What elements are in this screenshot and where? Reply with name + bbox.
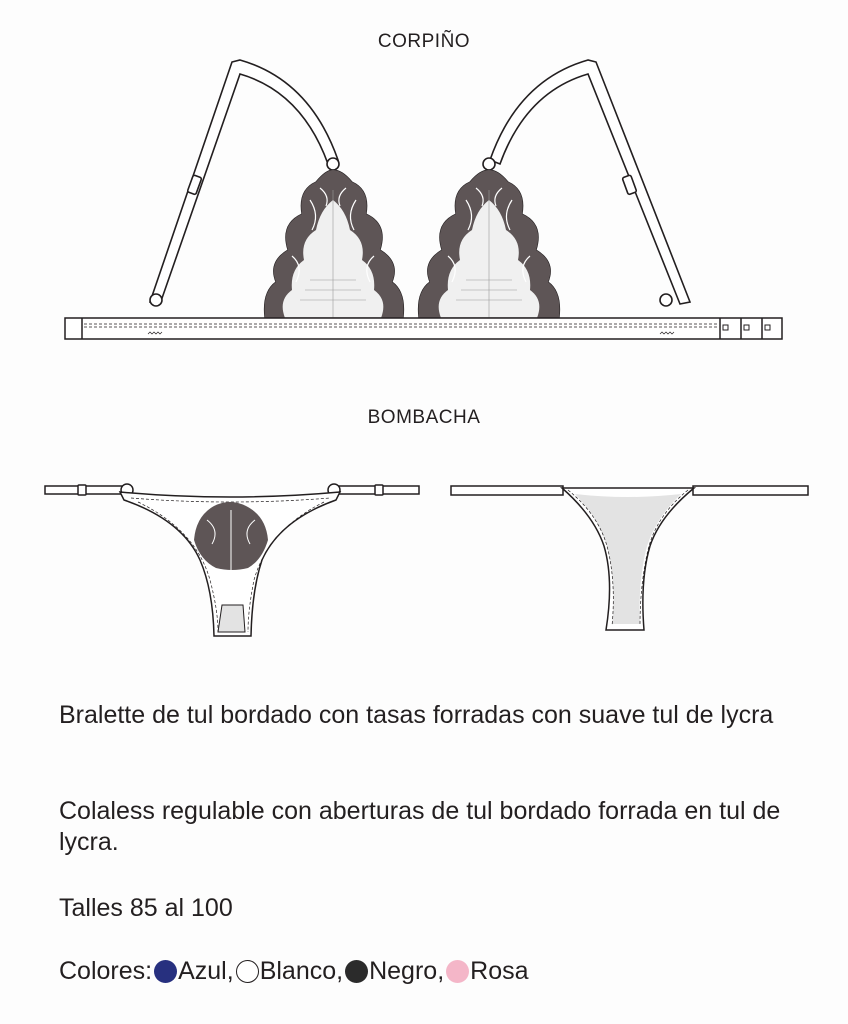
panty-back-view: [451, 486, 808, 630]
white-swatch-icon: [236, 960, 259, 983]
left-cup-ring: [327, 158, 339, 170]
panty-section-title: BOMBACHA: [367, 407, 481, 428]
colors-label: Colores:: [59, 957, 153, 985]
panty-technical-drawing: [0, 465, 848, 645]
colors-line: [59, 956, 799, 987]
color-negro: Negro ,: [345, 956, 446, 987]
right-cup-ring: [483, 158, 495, 170]
right-lace-cup: [418, 170, 559, 318]
bra-underband: [65, 318, 782, 339]
navy-swatch-icon: [154, 960, 177, 983]
back-left-waist-strap: [451, 486, 563, 495]
back-right-waist-strap: [693, 486, 808, 495]
colaless-description: Colaless regulable con aberturas de tul bordado forrada en tul de lycra.: [59, 797, 781, 856]
color-azul: Azul ,: [154, 956, 236, 987]
left-lace-cup: [264, 170, 403, 318]
color-rosa: Rosa: [446, 956, 528, 987]
panty-front-view: [45, 484, 419, 636]
bra-section-title: CORPIÑO: [377, 31, 471, 52]
color-blanco: Blanco ,: [236, 956, 345, 987]
sizes-text: Talles 85 al 100: [59, 894, 233, 922]
left-strap-ring: [150, 294, 162, 306]
black-swatch-icon: [345, 960, 368, 983]
pink-swatch-icon: [446, 960, 469, 983]
bra-technical-drawing: [0, 50, 848, 350]
bralette-description: Bralette de tul bordado con tasas forradas con suave tul de lycra: [59, 701, 774, 729]
right-strap-ring: [660, 294, 672, 306]
